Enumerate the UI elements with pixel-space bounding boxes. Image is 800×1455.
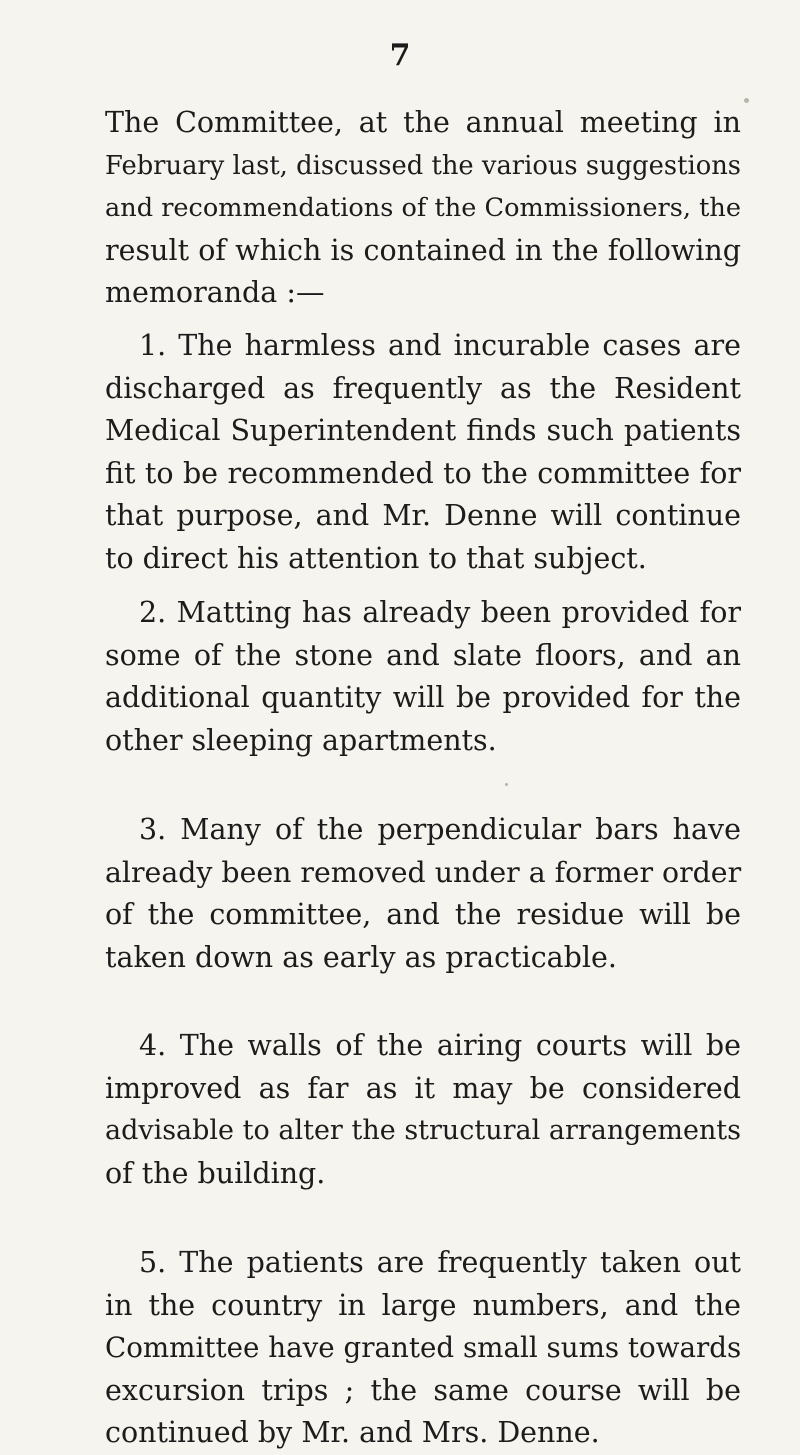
paragraph-line: to direct his attention to that subject.	[105, 541, 647, 575]
paragraph-line: improved as far as it may be considered	[105, 1071, 741, 1105]
memorandum-item-1	[105, 325, 741, 580]
paragraph-line: Committee have granted small sums towards	[105, 1331, 742, 1364]
paragraph-line: and recommendations of the Commissioners, the	[105, 193, 741, 223]
paragraph-line: 3. Many of the perpendicular bars have	[139, 813, 741, 846]
paragraph-line: of the committee, and the residue will be	[105, 898, 741, 931]
paragraph-line: excursion trips ; the same course will be	[105, 1373, 741, 1407]
paragraph-line: 4. The walls of the airing courts will be	[139, 1029, 741, 1062]
paragraph-line: that purpose, and Mr. Denne will continue	[105, 499, 741, 532]
paragraph-line: already been removed under a former order	[105, 855, 742, 889]
paragraph-line: some of the stone and slate floors, and an	[105, 638, 741, 672]
paragraph-line: in the country in large numbers, and the	[105, 1288, 741, 1322]
paragraph-line: additional quantity will be provided for the	[105, 681, 741, 714]
paper-speck	[744, 98, 749, 103]
paragraph-line: fit to be recommended to the committee for	[105, 456, 741, 490]
paragraph-line: result of which is contained in the following	[105, 233, 741, 267]
paragraph-line: other sleeping apartments.	[105, 723, 497, 757]
paragraph-line: Medical Superintendent finds such patients	[105, 414, 741, 447]
intro-paragraph	[105, 102, 741, 315]
paragraph-line: memoranda :—	[105, 276, 325, 309]
paragraph-line: taken down as early as practicable.	[105, 940, 617, 974]
paragraph-line: The Committee, at the annual meeting in	[105, 106, 741, 139]
memorandum-item-5	[105, 1242, 741, 1455]
paragraph-line: discharged as frequently as the Resident	[105, 371, 741, 405]
paragraph-line: continued by Mr. and Mrs. Denne.	[105, 1416, 600, 1449]
paragraph-line: of the building.	[105, 1156, 326, 1190]
memorandum-item-2	[105, 592, 741, 762]
paragraph-line: February last, discussed the various suggestions	[105, 150, 741, 181]
page-number: 7	[389, 38, 411, 73]
paragraph-line: advisable to alter the structural arrangements	[105, 1115, 741, 1146]
paragraph-line: 2. Matting has already been provided for	[139, 596, 741, 629]
paper-speck	[505, 783, 508, 786]
memorandum-item-3	[105, 809, 741, 979]
paragraph-line: 1. The harmless and incurable cases are	[139, 329, 741, 362]
paragraph-line: 5. The patients are frequently taken out	[139, 1246, 741, 1279]
memorandum-item-4	[105, 1025, 741, 1195]
